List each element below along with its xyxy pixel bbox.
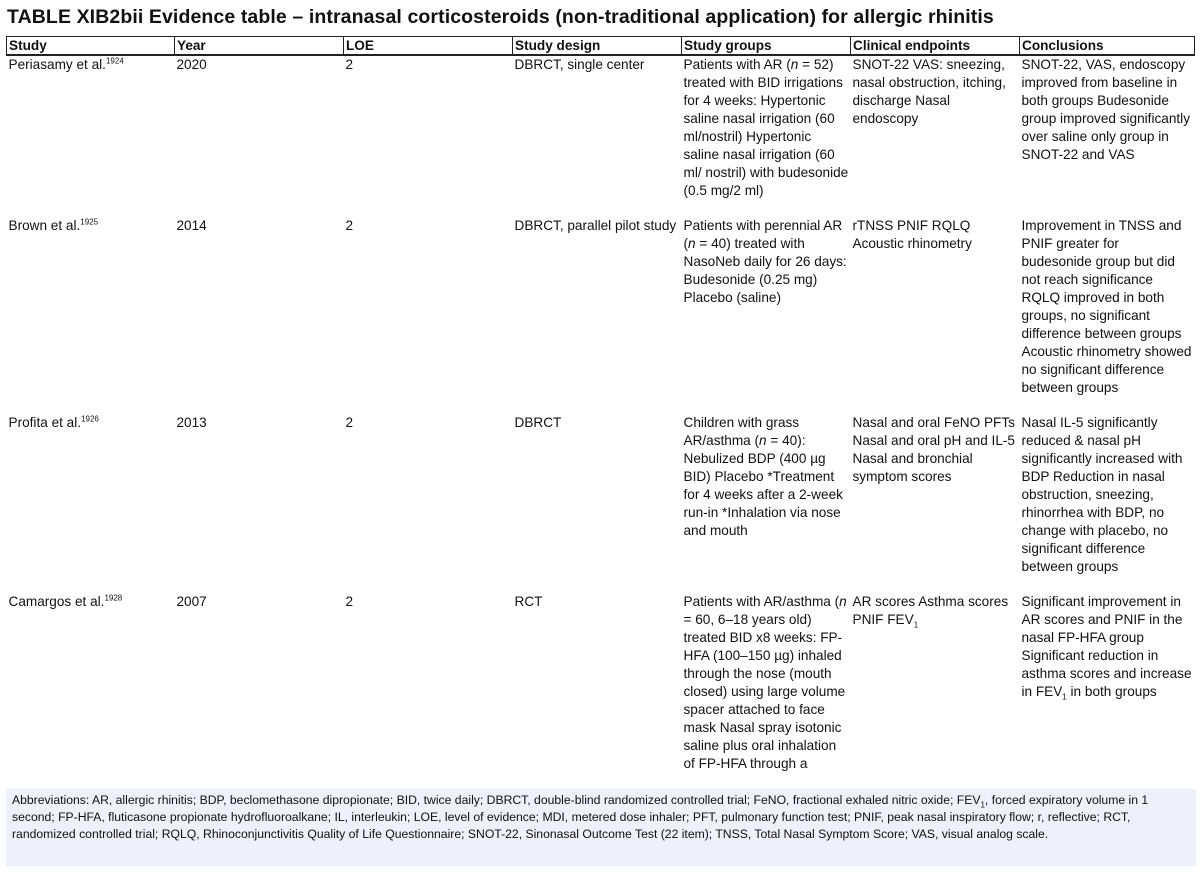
evidence-table [6,36,1195,790]
cell-loe: 2 [345,57,354,72]
cell-design: DBRCT, single center [514,57,645,72]
cell-conclusions: Nasal IL-5 significantly reduced & nasal pH significantly increased with BDP Reduction in nasal obstruction, sneezing, rhinorrhea with BDP, no change with placebo, no significant difference between groups [1021,415,1183,574]
endpoints-text: AR scores Asthma scores PNIF FEV [852,594,1009,627]
table-row [7,593,1195,790]
cell-study [7,593,175,790]
table-header-row [7,37,1195,56]
cell-conclusions: Improvement in TNSS and PNIF greater for budesonide group but did not reach significance RQLQ improved in both groups, no significant difference between groups Acoustic rhinometry showed no significant difference between groups [1021,218,1192,395]
cell-endpoints: rTNSS PNIF RQLQ Acoustic rhinometry [852,218,972,251]
subscript: 1 [913,620,919,630]
header-study: Study [7,37,175,56]
cell-study [7,217,175,414]
conclusions-text: in both groups [1066,684,1157,699]
table-row [7,414,1195,593]
table-title: TABLE XIB2bii Evidence table – intranasal corticosteroids (non-traditional application) for allergic rhinitis [7,6,994,28]
cell-design: DBRCT [514,415,562,430]
cell-endpoints [851,593,1020,790]
cell-design: RCT [514,594,543,609]
cell-groups [682,55,851,217]
abbreviations-text: , forced expiratory volume in 1 second; FP-HFA, fluticasone propionate hydrofluoroalkane; IL, interleukin; LOE, level of evidence; MDI, metered dose inhaler; PFT, pulmonary function test; PNIF, peak nasal inspiratory flow; r, reflective; RCT, randomized controlled trial; RQLQ, Rhinoconjunctivitis Quality of Life Questionnaire; SNOT-22, Sinonasal Outcome Test (22 item); TNSS, Total Nasal Symptom Score; VAS, visual analog scale. [12,793,1149,841]
cell-conclusions: SNOT-22, VAS, endoscopy improved from baseline in both groups Budesonide group improved significantly over saline only group in SNOT-22 and VAS [1021,57,1190,162]
n-symbol: n [790,57,799,72]
reference-number: 1926 [81,414,99,424]
cell-study [7,414,175,593]
study-name: Periasamy et al. [8,57,106,72]
header-loe: LOE [344,37,513,56]
header-conclusions: Conclusions [1020,37,1195,56]
n-symbol: n [759,433,767,448]
groups-text: Patients with AR ( [683,57,791,72]
cell-groups [682,414,851,593]
abbreviations-footnote [6,789,1196,866]
cell-year: 2007 [176,594,207,609]
header-year: Year [175,37,344,56]
header-clinical-endpoints: Clinical endpoints [851,37,1020,56]
cell-year: 2013 [176,415,207,430]
study-name: Brown et al. [8,218,81,233]
header-study-groups: Study groups [682,37,851,56]
reference-number: 1925 [80,217,99,227]
table-row [7,217,1195,414]
study-name: Profita et al. [8,415,82,430]
cell-loe: 2 [345,415,354,430]
groups-text: Patients with perennial AR ( [683,218,843,251]
cell-design: DBRCT, parallel pilot study [514,218,677,233]
groups-text: = 40) treated with NasoNeb daily for 26 days: Budesonide (0.25 mg) Placebo (saline) [683,236,847,305]
reference-number: 1928 [104,593,123,603]
cell-year: 2014 [176,218,207,233]
n-symbol: n [839,594,847,609]
groups-text: Children with grass AR/asthma ( [683,415,800,448]
n-symbol: n [688,236,696,251]
abbreviations-text: Abbreviations: AR, allergic rhinitis; BDP, beclomethasone dipropionate; BID, twice daily; DBRCT, double-blind randomized controlled trial; FeNO, fractional exhaled nitric oxide; FEV [12,793,981,807]
cell-loe: 2 [345,218,354,233]
conclusions-text: Significant improvement in AR scores and PNIF in the nasal FP-HFA group Significant reduction in asthma scores and increase in FEV [1021,594,1192,699]
cell-groups [682,593,851,790]
cell-year: 2020 [176,57,207,72]
groups-text: = 60, 6–18 years old) treated BID x8 weeks: FP-HFA (100–150 µg) inhaled through the nose (mouth closed) using large volume spacer attached to face mask Nasal spray isotonic saline plus oral inhalation of FP-HFA through a [683,612,846,771]
cell-study [7,55,175,217]
cell-conclusions [1020,593,1195,790]
study-name: Camargos et al. [8,594,105,609]
table-row [7,55,1195,217]
reference-number: 1924 [105,56,124,66]
groups-text: = 40): Nebulized BDP (400 µg BID) Placebo *Treatment for 4 weeks after a 2-week run-in *Inhalation via nose and mouth [683,433,843,538]
cell-endpoints: Nasal and oral FeNO PFTs Nasal and oral pH and IL-5 Nasal and bronchial symptom scores [852,415,1015,484]
cell-loe: 2 [345,594,354,609]
groups-text: Patients with AR/asthma ( [683,594,840,609]
cell-groups [682,217,851,414]
header-study-design: Study design [513,37,682,56]
subscript: 1 [1062,692,1067,702]
cell-endpoints: SNOT-22 VAS: sneezing, nasal obstruction, itching, discharge Nasal endoscopy [852,57,1006,126]
subscript: 1 [980,800,985,810]
groups-text: = 52) treated with BID irrigations for 4 weeks: Hypertonic saline nasal irrigation (60 ml/nostril) Hypertonic saline nasal irrigation (60 ml/ nostril) with budesonide (0.5 mg/2 ml) [683,57,849,198]
